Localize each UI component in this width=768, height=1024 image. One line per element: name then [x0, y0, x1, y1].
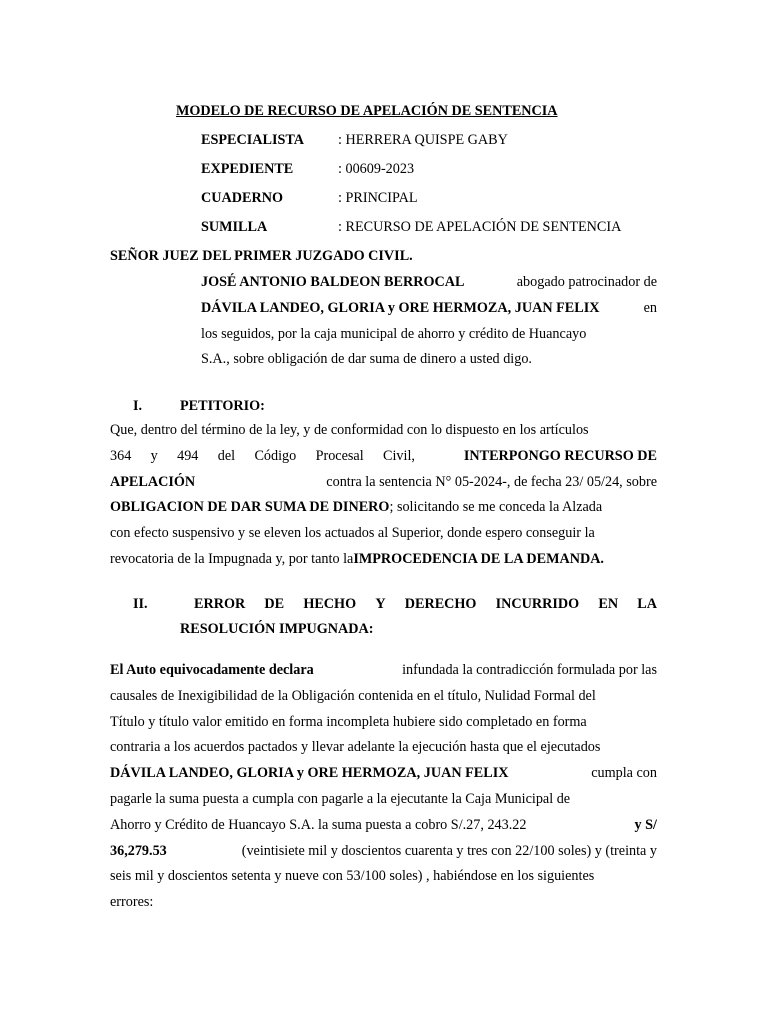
s2-text: pagarle la suma puesta a cumpla con pagarle a la ejecutante la Caja Municipal de	[110, 790, 571, 807]
meta-value-especialista: : HERRERA QUISPE GABY	[338, 132, 508, 148]
s2-line-4	[110, 735, 657, 761]
s1-bold: INTERPONGO RECURSO DE	[463, 447, 657, 464]
s2-line-7	[110, 813, 657, 839]
s1-line-4	[110, 495, 657, 521]
intro-line-3	[201, 322, 657, 348]
s2-text: infundada la contradicción formulada por las	[402, 662, 657, 678]
section-2-title-line-2: RESOLUCIÓN IMPUGNADA:	[180, 621, 374, 637]
intro-text: en	[643, 299, 657, 316]
s2-text: Ahorro y Crédito de Huancayo S.A. la suma puesta a cobro S/.27, 243.22	[110, 816, 527, 833]
s2-text: contraria a los acuerdos pactados y llevar adelante la ejecución hasta que el ejecutados	[110, 739, 601, 756]
intro-text: abogado patrocinador de	[516, 274, 657, 290]
client-names: DÁVILA LANDEO, GLORIA y ORE HERMOZA, JUAN FELIX	[201, 299, 600, 316]
s1-line-6	[110, 547, 657, 573]
s2-bold: El Auto equivocadamente declara	[110, 662, 314, 678]
s1-bold: APELACIÓN	[110, 473, 196, 490]
s2-text: seis mil y doscientos setenta y nueve con 53/100 soles) , habiéndose en los siguientes	[110, 868, 595, 885]
addressee: SEÑOR JUEZ DEL PRIMER JUZGADO CIVIL.	[110, 248, 413, 264]
section-2-paragraph	[110, 658, 657, 916]
s1-line4-wrap	[110, 495, 602, 521]
s2-line-6	[110, 787, 657, 813]
s2-line-9	[110, 864, 657, 890]
section-1-title: PETITORIO:	[180, 398, 265, 414]
s2-bold: y S/	[634, 816, 657, 833]
intro-line-2	[201, 296, 657, 322]
meta-label-cuaderno: CUADERNO	[201, 190, 283, 206]
document-title: MODELO DE RECURSO DE APELACIÓN DE SENTENCIA	[176, 103, 558, 119]
s2-bold: 36,279.53	[110, 842, 167, 859]
s1-line-1	[110, 418, 657, 444]
s2-line-8	[110, 839, 657, 865]
s2-text: causales de Inexigibilidad de la Obligación contenida en el título, Nulidad Formal del	[110, 687, 596, 704]
section-2-title-line-1: ERROR DE HECHO Y DERECHO INCURRIDO EN LA	[194, 596, 657, 612]
intro-text: los seguidos, por la caja municipal de ahorro y crédito de Huancayo	[201, 325, 587, 342]
s2-text: (veintisiete mil y doscientos cuarenta y tres con 22/100 soles) y (treinta y	[241, 842, 657, 859]
s1-bold: IMPROCEDENCIA DE LA DEMANDA.	[353, 550, 604, 567]
section-1-paragraph	[110, 418, 657, 573]
intro-line-1	[201, 270, 657, 296]
s2-line-3	[110, 710, 657, 736]
intro-line-4	[201, 347, 657, 373]
s1-text: ; solicitando se me conceda la Alzada	[389, 499, 603, 516]
s2-line-5	[110, 761, 657, 787]
s1-line-2	[110, 444, 657, 470]
s1-bold: OBLIGACION DE DAR SUMA DE DINERO	[110, 499, 390, 516]
intro-paragraph	[201, 270, 657, 373]
section-1-number: I.	[133, 398, 143, 414]
s2-text: errores:	[110, 894, 154, 911]
section-2-number: II.	[133, 596, 148, 612]
lawyer-name: JOSÉ ANTONIO BALDEON BERROCAL	[201, 274, 465, 290]
s1-text: Que, dentro del término de la ley, y de conformidad con lo dispuesto en los artículos	[110, 422, 589, 438]
s2-line-2	[110, 684, 657, 710]
s2-line-1	[110, 658, 657, 684]
s1-text: 364 y 494 del Código Procesal Civil,	[110, 447, 415, 464]
meta-value-expediente: : 00609-2023	[338, 161, 415, 177]
s2-line-10	[110, 890, 657, 916]
s1-text: revocatoria de la Impugnada y, por tanto la	[110, 550, 354, 567]
s2-text: cumpla con	[591, 765, 657, 782]
meta-label-especialista: ESPECIALISTA	[201, 132, 305, 148]
meta-label-sumilla: SUMILLA	[201, 219, 268, 235]
s2-bold: DÁVILA LANDEO, GLORIA y ORE HERMOZA, JUAN FELIX	[110, 765, 509, 782]
s1-text: contra la sentencia N° 05-2024-, de fecha 23/ 05/24, sobre	[326, 473, 657, 490]
s1-text: con efecto suspensivo y se eleven los actuados al Superior, donde espero conseguir la	[110, 525, 595, 542]
meta-value-cuaderno: : PRINCIPAL	[338, 190, 418, 206]
s1-line-5	[110, 521, 657, 547]
s1-line-3	[110, 470, 657, 496]
intro-text: S.A., sobre obligación de dar suma de dinero a usted digo.	[201, 351, 532, 368]
s2-text: Título y título valor emitido en forma incompleta hubiere sido completado en forma	[110, 713, 587, 730]
meta-label-expediente: EXPEDIENTE	[201, 161, 294, 177]
meta-value-sumilla: : RECURSO DE APELACIÓN DE SENTENCIA	[338, 219, 622, 235]
